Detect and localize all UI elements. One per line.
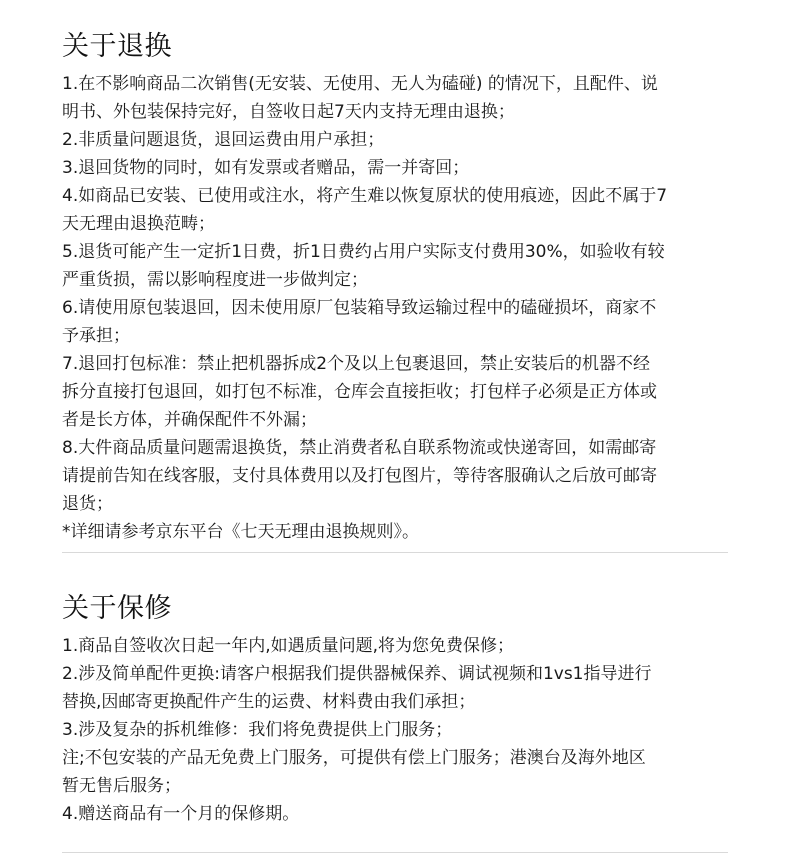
warranty-line: 1.商品自签收次日起一年内,如遇质量问题,将为您免费保修； [62, 636, 515, 656]
returns-text [62, 70, 742, 546]
warranty-section [62, 592, 742, 828]
returns-line: 退货； [62, 494, 113, 514]
warranty-text [62, 632, 742, 828]
section-divider [62, 552, 728, 553]
warranty-line: 注;不包安装的产品无免费上门服务，可提供有偿上门服务；港澳台及海外地区 [62, 748, 646, 768]
warranty-line: 暂无售后服务； [62, 776, 181, 796]
warranty-line: 替换,因邮寄更换配件产生的运费、材料费由我们承担； [62, 692, 476, 712]
warranty-line: 2.涉及简单配件更换:请客户根据我们提供器械保养、调试视频和1vs1指导进行 [62, 664, 652, 684]
bottom-divider [62, 852, 728, 853]
returns-title: 关于退换 [62, 31, 172, 62]
returns-line: 予承担； [62, 326, 130, 346]
returns-line: 请提前告知在线客服，支付具体费用以及打包图片，等待客服确认之后放可邮寄 [62, 466, 657, 486]
returns-line: 拆分直接打包退回，如打包不标准，仓库会直接拒收；打包样子必须是正方体或 [62, 382, 657, 402]
returns-line: 5.退货可能产生一定折1日费，折1日费约占用户实际支付费用30%，如验收有较 [62, 242, 665, 262]
returns-line: 3.退回货物的同时，如有发票或者赠品，需一并寄回； [62, 158, 470, 178]
returns-line: 6.请使用原包装退回，因未使用原厂包装箱导致运输过程中的磕碰损坏，商家不 [62, 298, 657, 318]
returns-section [62, 30, 742, 546]
warranty-line: 3.涉及复杂的拆机维修：我们将免费提供上门服务； [62, 720, 453, 740]
returns-line: 天无理由退换范畴； [62, 214, 215, 234]
returns-line: 者是长方体，并确保配件不外漏； [62, 410, 317, 430]
returns-line: 2.非质量问题退货，退回运费由用户承担； [62, 130, 385, 150]
returns-line: 明书、外包装保持完好，自签收日起7天内支持无理由退换； [62, 102, 515, 122]
returns-line: *详细请参考京东平台《七天无理由退换规则》。 [62, 522, 419, 542]
returns-line: 4.如商品已安装、已使用或注水，将产生难以恢复原状的使用痕迹，因此不属于7 [62, 186, 668, 206]
returns-line: 1.在不影响商品二次销售(无安装、无使用、无人为磕碰) 的情况下，且配件、说 [62, 74, 658, 94]
returns-line: 严重货损，需以影响程度进一步做判定； [62, 270, 368, 290]
warranty-title: 关于保修 [62, 593, 172, 624]
returns-line: 8.大件商品质量问题需退换货，禁止消费者私自联系物流或快递寄回，如需邮寄 [62, 438, 657, 458]
returns-line: 7.退回打包标准：禁止把机器拆成2个及以上包裹退回，禁止安装后的机器不经 [62, 354, 651, 374]
warranty-line: 4.赠送商品有一个月的保修期。 [62, 804, 300, 824]
